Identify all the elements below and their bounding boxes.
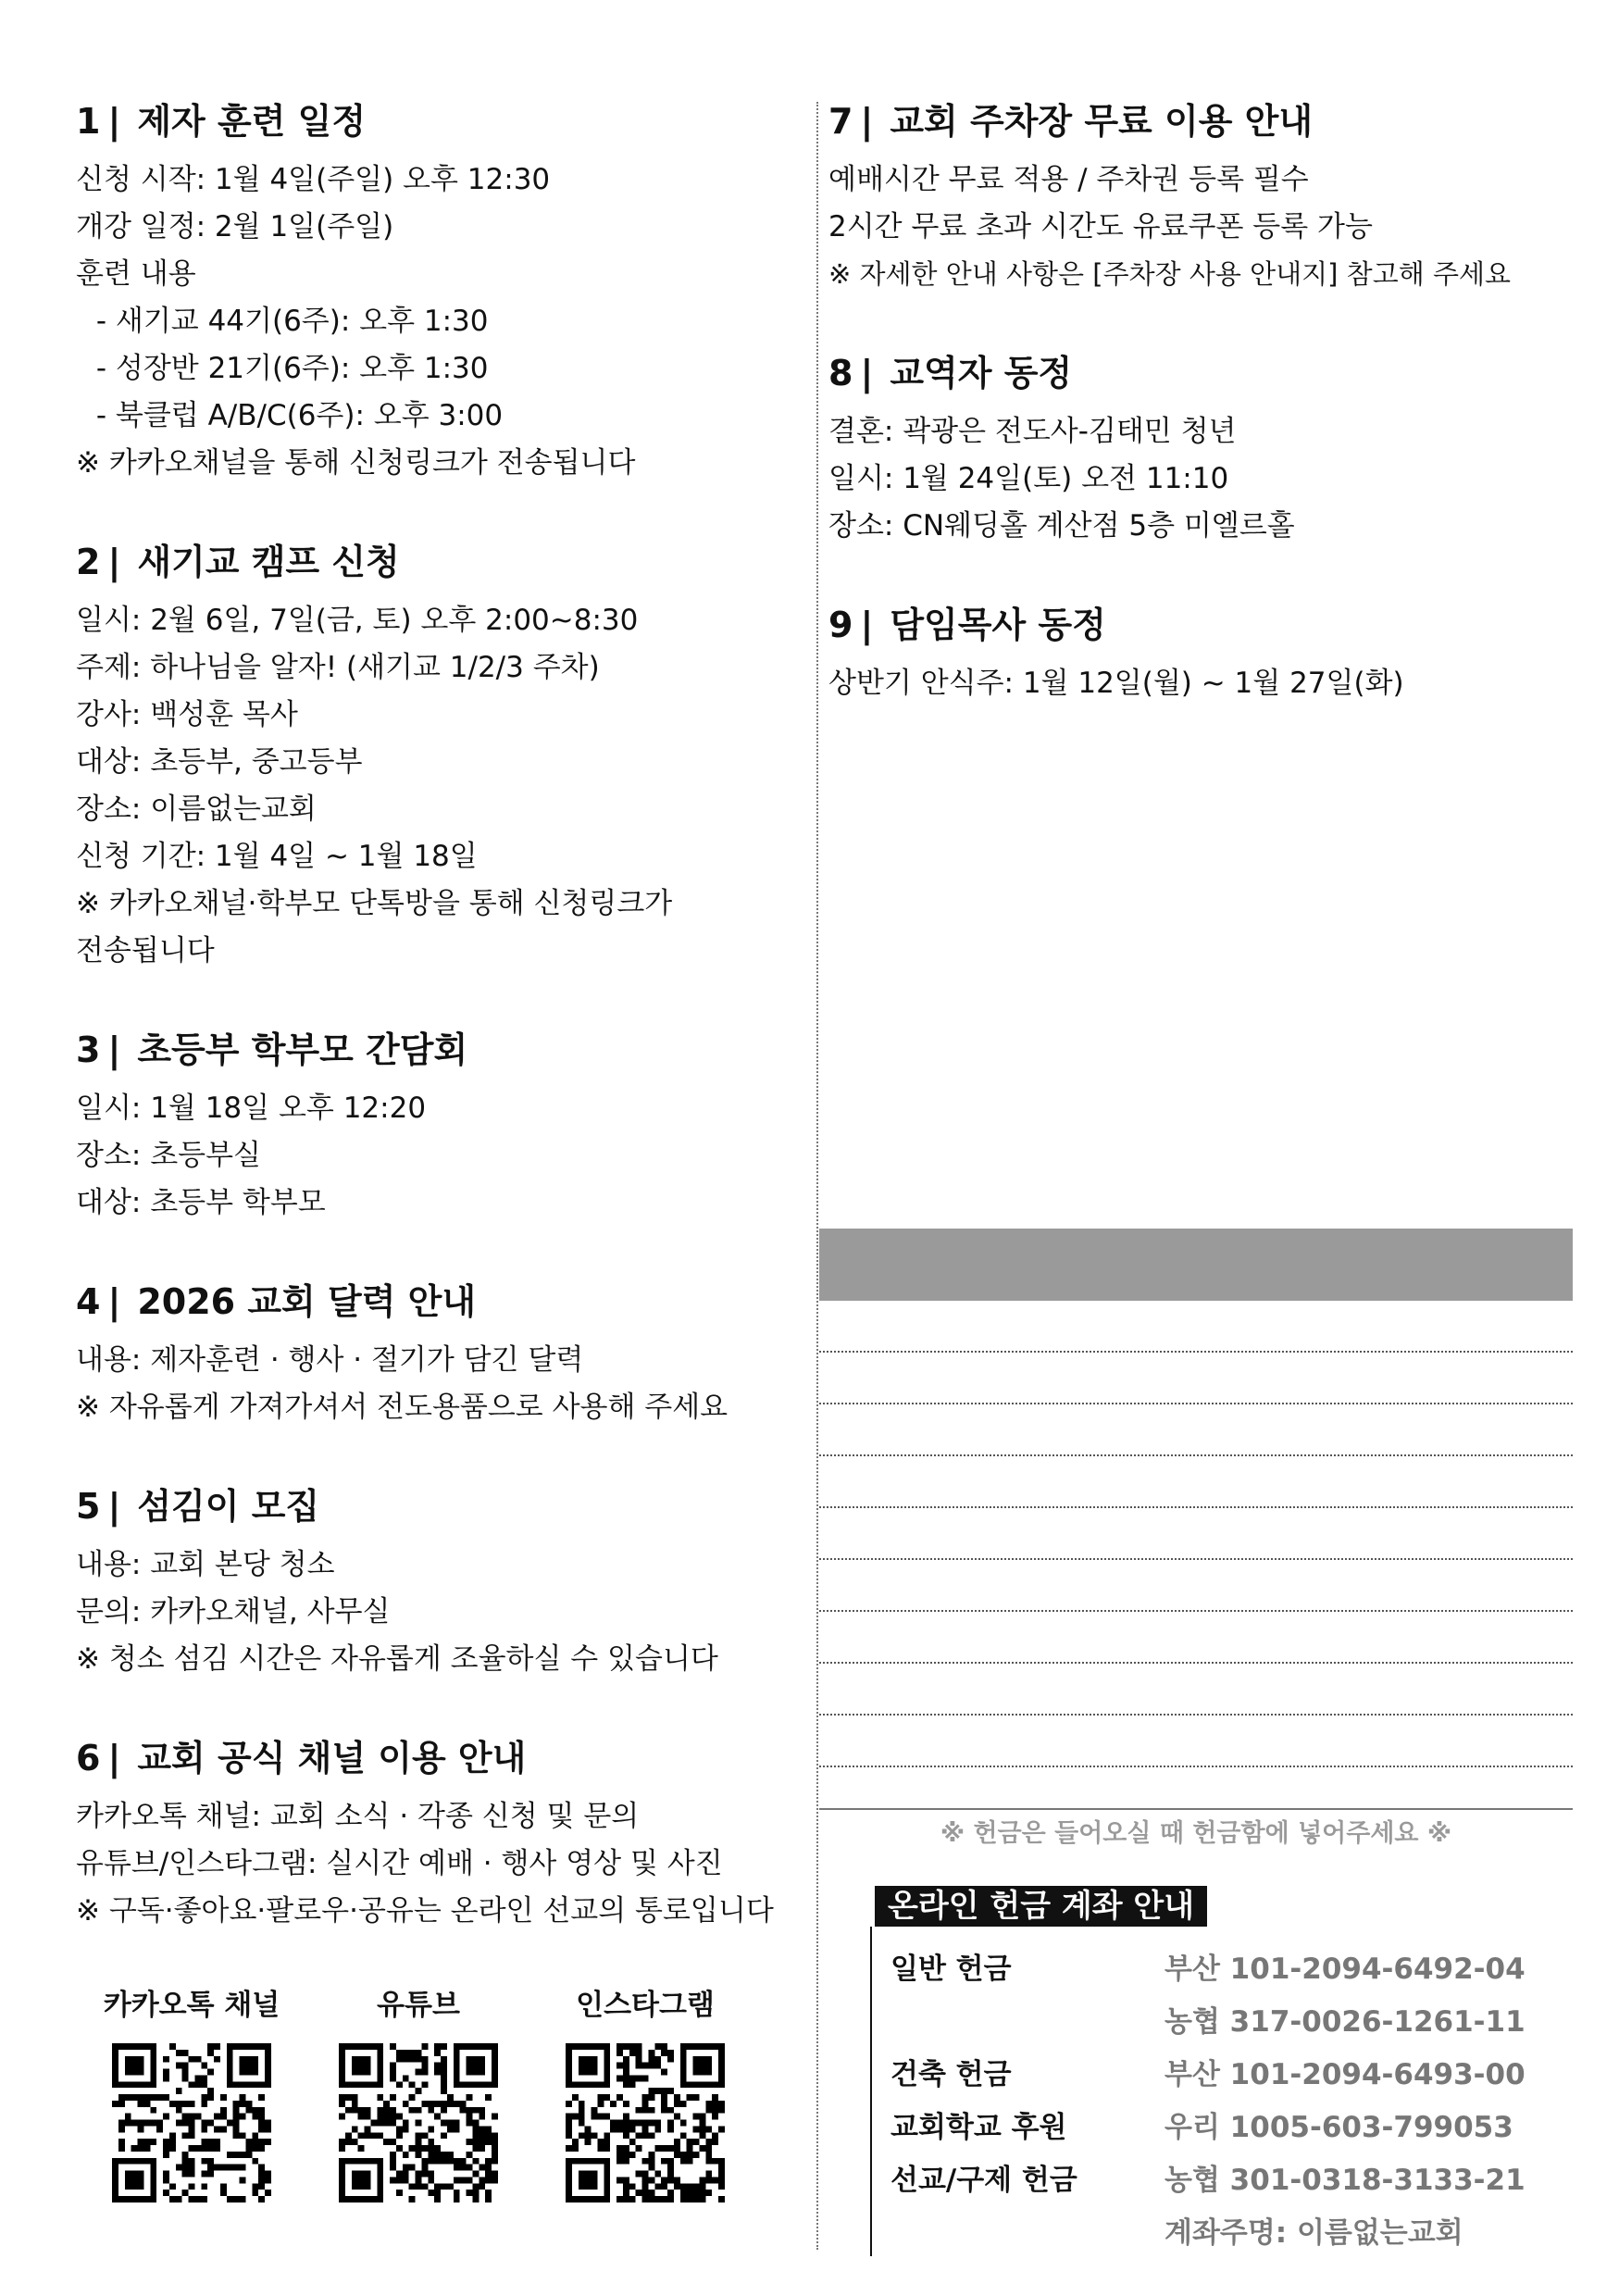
text-line: ※ 카카오채널을 통해 신청링크가 전송됩니다 (76, 446, 636, 480)
memo-line (819, 1404, 1573, 1456)
account-number: 부산 101-2094-6493-00 (1164, 2058, 1526, 2091)
section-3 (76, 1021, 807, 1227)
section-6 (76, 1729, 807, 1935)
section-title: 담임목사 동정 (890, 605, 1106, 645)
account-section-title: 온라인 헌금 계좌 안내 (875, 1886, 1207, 1927)
section-heading (828, 344, 1569, 395)
offering-note: ※ 헌금은 들어오실 때 헌금함에 넣어주세요 ※ (940, 1819, 1452, 1848)
account-number: 농협 317-0026-1261-11 (1164, 2005, 1526, 2039)
separator-line (819, 1808, 1573, 1810)
text-line: 강사: 백성훈 목사 (76, 698, 298, 731)
section-number: 2 (76, 542, 101, 582)
account-number: 우리 1005-603-799053 (1164, 2111, 1513, 2144)
memo-line (819, 1560, 1573, 1612)
text-line: ※ 구독·좋아요·팔로우·공유는 온라인 선교의 통로입니다 (76, 1894, 774, 1928)
section-number: 3 (76, 1029, 101, 1070)
account-row (890, 2098, 1557, 2151)
text-line: ※ 자유롭게 가져가셔서 전도용품으로 사용해 주세요 (76, 1391, 729, 1424)
text-line: 장소: 이름없는교회 (76, 792, 317, 826)
column-divider (816, 102, 818, 2250)
qr-kakao (94, 1981, 289, 2202)
right-column (828, 93, 1569, 754)
account-name: 건축 헌금 (890, 2058, 1012, 2091)
section-heading (828, 596, 1569, 647)
text-line: 일시: 1월 18일 오후 12:20 (76, 1092, 427, 1125)
text-line: 카카오톡 채널: 교회 소식 · 각종 신청 및 문의 (76, 1800, 640, 1833)
qr-label: 유튜브 (377, 1989, 460, 2022)
text-line: 신청 기간: 1월 4일 ~ 1월 18일 (76, 840, 478, 873)
heading-bar: | (107, 1486, 121, 1527)
text-line: 대상: 초등부, 중고등부 (76, 745, 363, 779)
qr-instagram (548, 1981, 742, 2202)
account-row (890, 1940, 1557, 1992)
section-5 (76, 1478, 807, 1683)
memo-line (819, 1716, 1573, 1767)
memo-line (819, 1612, 1573, 1664)
section-title: 초등부 학부모 간담회 (137, 1029, 468, 1070)
account-row (890, 2045, 1557, 2098)
memo-line (819, 1353, 1573, 1404)
text-line: 주제: 하나님을 알자! (새기교 1/2/3 주차) (76, 651, 600, 684)
heading-bar: | (107, 1029, 121, 1070)
memo-lines (819, 1301, 1573, 1767)
section-9 (828, 596, 1569, 707)
section-number: 4 (76, 1281, 101, 1322)
section-title: 교회 주차장 무료 이용 안내 (890, 101, 1314, 142)
text-line: 장소: CN웨딩홀 계산점 5층 미엘르홀 (828, 509, 1295, 543)
text-line: ※ 카카오채널·학부모 단톡방을 통해 신청링크가 (76, 887, 673, 920)
section-title: 제자 훈련 일정 (137, 101, 367, 142)
qr-youtube (321, 1981, 516, 2202)
text-line: 신청 시작: 1월 4일(주일) 오후 12:30 (76, 163, 551, 196)
text-line: 장소: 초등부실 (76, 1139, 261, 1172)
memo-line (819, 1301, 1573, 1353)
text-line: 개강 일정: 2월 1일(주일) (76, 210, 394, 243)
text-line: 내용: 제자훈련 · 행사 · 절기가 담긴 달력 (76, 1343, 584, 1377)
text-line: 문의: 카카오채널, 사무실 (76, 1595, 391, 1628)
text-line: 내용: 교회 본당 청소 (76, 1548, 335, 1581)
text-line: - 새기교 44기(6주): 오후 1:30 (87, 305, 489, 338)
account-row (890, 2151, 1557, 2203)
text-line: 결혼: 곽광은 전도사-김태민 청년 (828, 415, 1237, 448)
memo-line (819, 1664, 1573, 1716)
section-heading (76, 1729, 807, 1780)
heading-bar: | (107, 1281, 121, 1322)
section-title: 2026 교회 달력 안내 (137, 1281, 477, 1322)
text-line: 대상: 초등부 학부모 (76, 1186, 326, 1219)
text-line: ※ 청소 섬김 시간은 자유롭게 조율하실 수 있습니다 (76, 1642, 718, 1676)
section-4 (76, 1273, 807, 1431)
text-line: 일시: 1월 24일(토) 오전 11:10 (828, 462, 1229, 495)
qr-code-icon[interactable] (566, 2043, 725, 2202)
section-heading (76, 1021, 807, 1072)
section-heading (76, 1273, 807, 1324)
text-line: 예배시간 무료 적용 / 주차권 등록 필수 (828, 163, 1309, 196)
account-name: 일반 헌금 (890, 1953, 1012, 1986)
text-line: 상반기 안식주: 1월 12일(월) ~ 1월 27일(화) (828, 667, 1404, 700)
heading-bar: | (107, 1738, 121, 1778)
text-line: 유튜브/인스타그램: 실시간 예배 · 행사 영상 및 사진 (76, 1847, 723, 1880)
section-heading (76, 1478, 807, 1529)
account-row (890, 2203, 1557, 2256)
section-number: 1 (76, 101, 101, 142)
section-7 (828, 93, 1569, 298)
text-line: 2시간 무료 초과 시간도 유료쿠폰 등록 가능 (828, 210, 1373, 243)
section-title: 새기교 캠프 신청 (137, 542, 400, 582)
gray-band (819, 1229, 1573, 1301)
section-number: 7 (828, 101, 853, 142)
text-line: 일시: 2월 6일, 7일(금, 토) 오후 2:00~8:30 (76, 604, 639, 637)
section-8 (828, 344, 1569, 550)
section-title: 교역자 동정 (890, 353, 1073, 393)
text-line: ※ 자세한 안내 사항은 [주차장 사용 안내지] 참고해 주세요 (828, 258, 1511, 290)
section-number: 6 (76, 1738, 101, 1778)
qr-code-icon[interactable] (339, 2043, 498, 2202)
section-number: 5 (76, 1486, 101, 1527)
qr-code-row (94, 1981, 742, 2202)
heading-bar: | (107, 101, 121, 142)
text-line: - 북클럽 A/B/C(6주): 오후 3:00 (87, 399, 504, 432)
section-heading (76, 533, 807, 584)
heading-bar: | (860, 353, 874, 393)
account-table (890, 1940, 1557, 2256)
heading-bar: | (860, 605, 874, 645)
text-line: - 성장반 21기(6주): 오후 1:30 (87, 352, 489, 385)
qr-label: 카카오톡 채널 (103, 1989, 280, 2022)
qr-label: 인스타그램 (576, 1989, 715, 2022)
section-number: 8 (828, 353, 853, 393)
section-number: 9 (828, 605, 853, 645)
account-row (890, 1992, 1557, 2045)
account-rule (870, 1927, 878, 2256)
section-heading (76, 93, 807, 144)
section-title: 교회 공식 채널 이용 안내 (137, 1738, 527, 1778)
section-1 (76, 93, 807, 487)
account-name: 교회학교 후원 (890, 2111, 1067, 2144)
qr-code-icon[interactable] (112, 2043, 271, 2202)
section-2 (76, 533, 807, 975)
memo-line (819, 1508, 1573, 1560)
account-holder: 계좌주명: 이름없는교회 (1164, 2216, 1463, 2250)
text-line: 훈련 내용 (76, 257, 196, 291)
heading-bar: | (860, 101, 874, 142)
section-heading (828, 93, 1569, 144)
account-number: 농협 301-0318-3133-21 (1164, 2164, 1526, 2197)
heading-bar: | (107, 542, 121, 582)
section-title: 섬김이 모집 (137, 1486, 320, 1527)
text-line: 전송됩니다 (76, 934, 215, 967)
account-number: 부산 101-2094-6492-04 (1164, 1953, 1526, 1986)
account-name: 선교/구제 헌금 (890, 2164, 1077, 2197)
memo-line (819, 1456, 1573, 1508)
left-column (76, 93, 807, 2202)
